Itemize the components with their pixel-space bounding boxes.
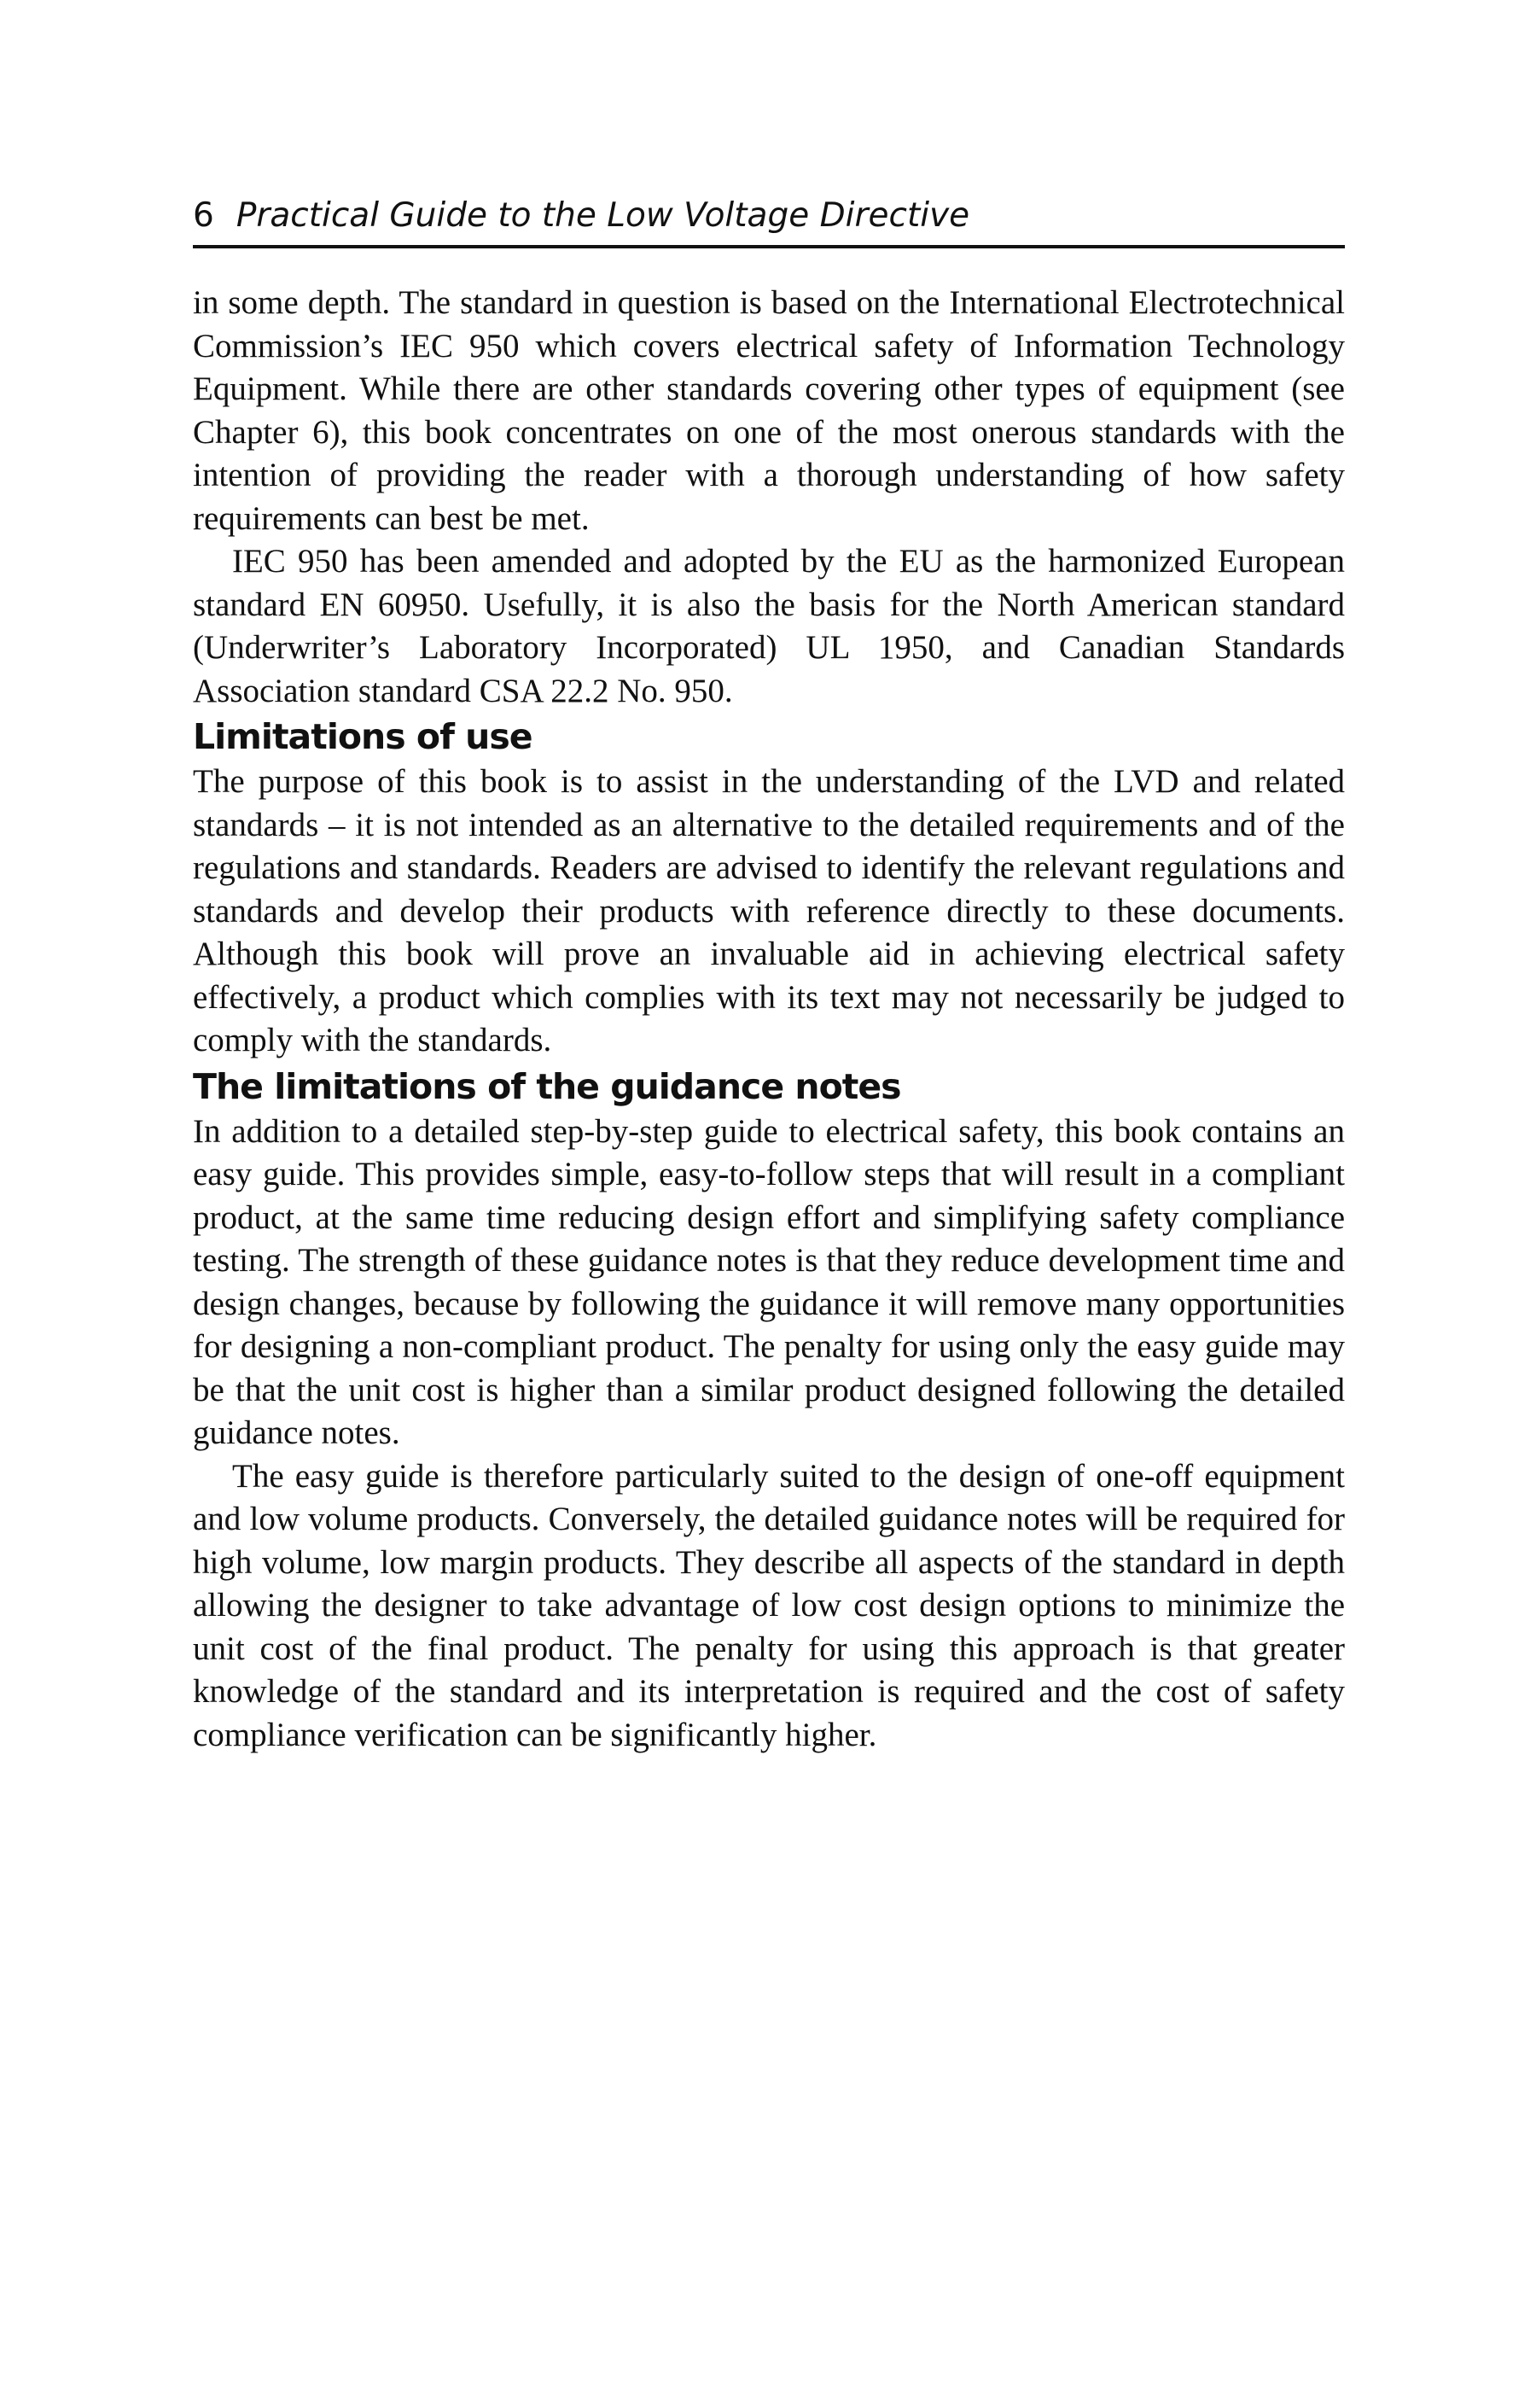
paragraph: IEC 950 has been amended and adopted by the EU as the harmonized European standard EN 60950. Usefully, it is also the basis for the North American standard (Underwriter’s Laboratory Incorporated) UL 1950, and Canadian Standards Association standard CSA 22.2 No. 950. [193,543,1345,709]
section-heading: The limitations of the guidance notes [193,1065,901,1107]
paragraph: The purpose of this book is to assist in the understanding of the LVD and related standards – it is not intended as an alternative to the detailed requirements and of the regulations and standards. Readers are advised to identify the relevant regulations and standards and develop their products with reference directly to these documents. Although this book will prove an invaluable aid in achieving electrical safety effectively, a product which complies with its text may not necessarily be judged to comply with the standards. [193,763,1345,1058]
running-header [193,192,1345,243]
paragraph: in some depth. The standard in question is based on the International Electrotechnical Commission’s IEC 950 which covers electrical safety of Information Technology Equipment. While there are other standards covering other types of equipment (see Chapter 6), this book concentrates on one of the most onerous standards with the intention of providing the reader with a thorough understanding of how safety requirements can best be met. [193,284,1345,537]
header-rule [193,245,1345,248]
paragraph: The easy guide is therefore particularly suited to the design of one-off equipment and low volume products. Conversely, the detailed guidance notes will be required for high volume, low margin products. They describe all aspects of the standard in depth allowing the designer to take advantage of low cost design options to minimize the unit cost of the final product. The penalty for using this approach is that greater knowledge of the standard and its interpretation is required and the cost of safety compliance verification can be significantly higher. [193,1457,1345,1753]
page-number: 6 [193,196,214,235]
section-heading: Limitations of use [193,716,532,757]
running-title: Practical Guide to the Low Voltage Directive [236,196,970,235]
paragraph: In addition to a detailed step-by-step guide to electrical safety, this book contains an easy guide. This provides simple, easy-to-follow steps that will result in a compliant product, at the same time reducing design effort and simplifying safety compliance testing. The strength of these guidance notes is that they reduce development time and design changes, because by following the guidance it will remove many opportunities for designing a non-compliant product. The penalty for using only the easy guide may be that the unit cost is higher than a similar product designed following the detailed guidance notes. [193,1112,1345,1451]
body-text [193,282,1345,1757]
